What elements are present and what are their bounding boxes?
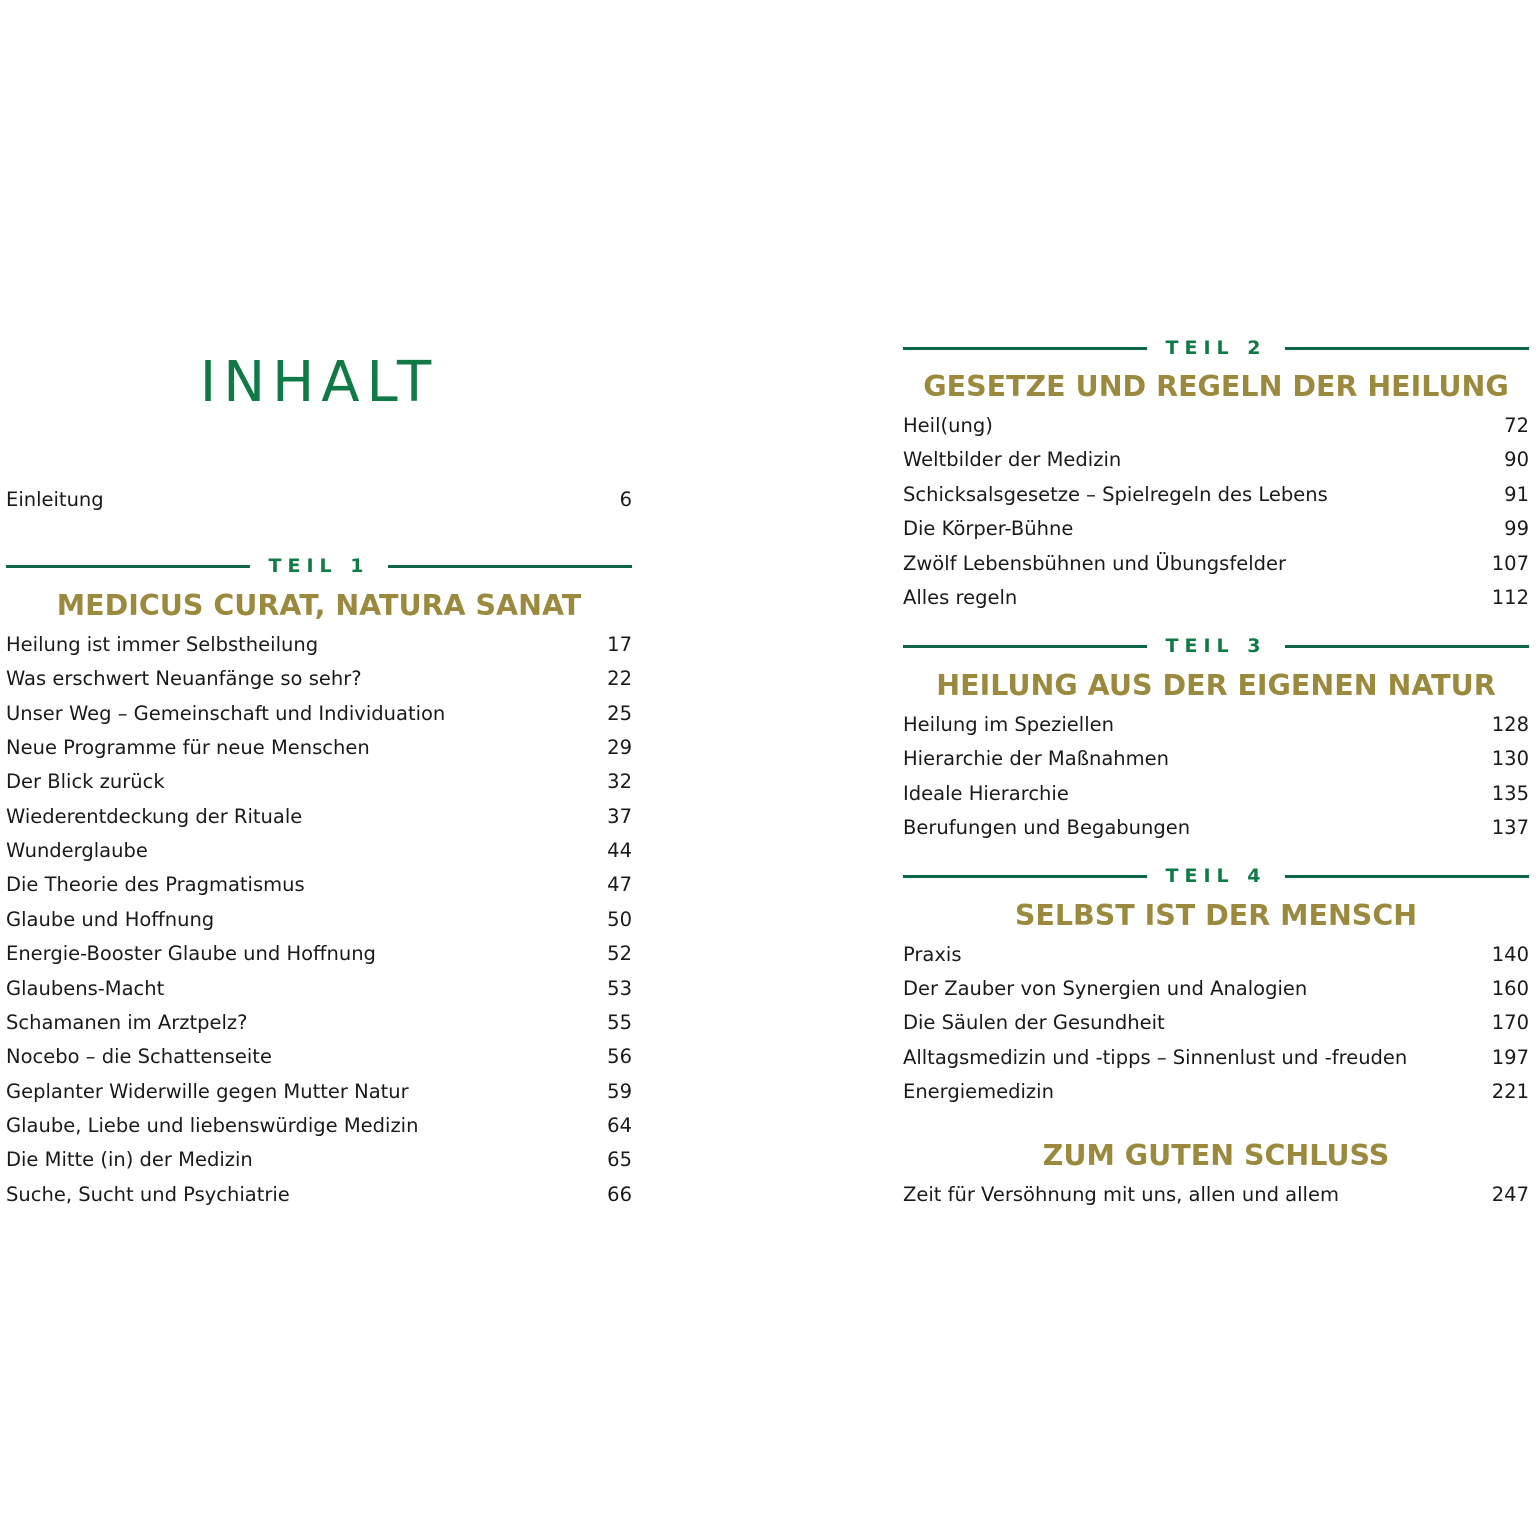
toc-entry[interactable] bbox=[6, 937, 632, 971]
toc-entry-page: 50 bbox=[607, 908, 632, 931]
toc-entry-page: 160 bbox=[1491, 977, 1529, 1000]
toc-entry-page: 135 bbox=[1491, 782, 1529, 805]
toc-entry[interactable] bbox=[903, 777, 1529, 811]
toc-entry-page: 56 bbox=[607, 1045, 632, 1068]
toc-entry-title: Schicksalsgesetze – Spielregeln des Lebens bbox=[903, 483, 1328, 506]
toc-entry-page: 91 bbox=[1504, 483, 1529, 506]
toc-left-column bbox=[6, 0, 632, 1538]
part-3-label: TEIL 3 bbox=[1165, 635, 1267, 657]
toc-entry[interactable] bbox=[903, 409, 1529, 443]
toc-entry-title: Heilung ist immer Selbstheilung bbox=[6, 633, 319, 656]
toc-entry-title: Berufungen und Begabungen bbox=[903, 816, 1191, 839]
toc-entry[interactable] bbox=[6, 868, 632, 902]
toc-entry-page: 247 bbox=[1491, 1183, 1529, 1206]
toc-entry-title: Zwölf Lebensbühnen und Übungsfelder bbox=[903, 552, 1287, 575]
toc-entry[interactable] bbox=[903, 443, 1529, 477]
divider-rule-right bbox=[1285, 645, 1529, 648]
part-3-heading: HEILUNG AUS DER EIGENEN NATUR bbox=[936, 669, 1496, 702]
toc-entry[interactable] bbox=[6, 1143, 632, 1177]
toc-entry-title: Wiederentdeckung der Rituale bbox=[6, 805, 303, 828]
divider-rule-left bbox=[903, 875, 1147, 878]
toc-entry-title: Alltagsmedizin und -tipps – Sinnenlust und -freuden bbox=[903, 1046, 1408, 1069]
toc-entry-title: Alles regeln bbox=[903, 586, 1018, 609]
toc-entry[interactable] bbox=[6, 628, 632, 662]
toc-entry-title: Energiemedizin bbox=[903, 1080, 1054, 1103]
closing-heading: ZUM GUTEN SCHLUSS bbox=[1042, 1139, 1390, 1172]
toc-entry-title: Was erschwert Neuanfänge so sehr? bbox=[6, 667, 362, 690]
toc-entry[interactable] bbox=[903, 1075, 1529, 1109]
part-4-heading: SELBST IST DER MENSCH bbox=[1014, 899, 1418, 932]
toc-entry[interactable] bbox=[903, 512, 1529, 546]
toc-entry[interactable] bbox=[6, 1178, 632, 1212]
toc-entry-title: Glaube, Liebe und liebenswürdige Medizin bbox=[6, 1114, 419, 1137]
toc-entry[interactable] bbox=[903, 581, 1529, 615]
toc-entry-title: Unser Weg – Gemeinschaft und Individuation bbox=[6, 702, 446, 725]
toc-entry-title: Heil(ung) bbox=[903, 414, 993, 437]
toc-entry-introduction[interactable] bbox=[6, 483, 632, 517]
divider-rule-right bbox=[1285, 347, 1529, 350]
toc-entry[interactable] bbox=[6, 972, 632, 1006]
toc-entry-title: Nocebo – die Schattenseite bbox=[6, 1045, 272, 1068]
toc-entry-page: 66 bbox=[607, 1183, 632, 1206]
toc-entry-page: 37 bbox=[607, 805, 632, 828]
part-3-divider bbox=[903, 630, 1529, 662]
toc-entry-title: Ideale Hierarchie bbox=[903, 782, 1069, 805]
toc-entry-title: Hierarchie der Maßnahmen bbox=[903, 747, 1169, 770]
toc-entry-title: Energie-Booster Glaube und Hoffnung bbox=[6, 942, 376, 965]
toc-entry[interactable] bbox=[6, 800, 632, 834]
toc-entry-title: Heilung im Speziellen bbox=[903, 713, 1114, 736]
toc-entry-page: 22 bbox=[607, 667, 632, 690]
toc-entry[interactable] bbox=[903, 708, 1529, 742]
part-1-divider bbox=[6, 550, 632, 582]
toc-entry-title: Weltbilder der Medizin bbox=[903, 448, 1122, 471]
toc-entry-title: Zeit für Versöhnung mit uns, allen und allem bbox=[903, 1183, 1339, 1206]
toc-entry-page: 25 bbox=[607, 702, 632, 725]
part-4-divider bbox=[903, 860, 1529, 892]
toc-entry-title: Wunderglaube bbox=[6, 839, 148, 862]
toc-entry[interactable] bbox=[6, 1040, 632, 1074]
toc-entry-page: 65 bbox=[607, 1148, 632, 1171]
toc-entry-page: 128 bbox=[1491, 713, 1529, 736]
part-1-label: TEIL 1 bbox=[268, 555, 370, 577]
toc-entry-page: 17 bbox=[607, 633, 632, 656]
toc-entry-page: 90 bbox=[1504, 448, 1529, 471]
toc-entry-page: 52 bbox=[607, 942, 632, 965]
toc-entry[interactable] bbox=[6, 1075, 632, 1109]
toc-entry[interactable] bbox=[6, 765, 632, 799]
toc-entry-page: 197 bbox=[1491, 1046, 1529, 1069]
toc-entry-title: Der Zauber von Synergien und Analogien bbox=[903, 977, 1308, 1000]
part-2-heading: GESETZE UND REGELN DER HEILUNG bbox=[923, 370, 1509, 403]
part-4-label: TEIL 4 bbox=[1165, 865, 1267, 887]
divider-rule-left bbox=[903, 347, 1147, 350]
toc-entry[interactable] bbox=[6, 1109, 632, 1143]
toc-entry-page: 112 bbox=[1491, 586, 1529, 609]
toc-entry-title: Die Theorie des Pragmatismus bbox=[6, 873, 305, 896]
toc-entry[interactable] bbox=[903, 1006, 1529, 1040]
toc-entry-page: 99 bbox=[1504, 517, 1529, 540]
toc-right-column bbox=[903, 0, 1529, 1538]
toc-entry-page: 44 bbox=[607, 839, 632, 862]
toc-entry[interactable] bbox=[903, 972, 1529, 1006]
toc-entry[interactable] bbox=[903, 811, 1529, 845]
toc-entry-title: Geplanter Widerwille gegen Mutter Natur bbox=[6, 1080, 409, 1103]
divider-rule-left bbox=[903, 645, 1147, 648]
toc-entry[interactable] bbox=[6, 903, 632, 937]
toc-entry-title: Suche, Sucht und Psychiatrie bbox=[6, 1183, 290, 1206]
toc-entry-title: Die Körper-Bühne bbox=[903, 517, 1074, 540]
toc-entry-page: 221 bbox=[1491, 1080, 1529, 1103]
toc-entry-page: 137 bbox=[1491, 816, 1529, 839]
divider-rule-right bbox=[1285, 875, 1529, 878]
toc-entry[interactable] bbox=[903, 478, 1529, 512]
toc-entry[interactable] bbox=[6, 1006, 632, 1040]
toc-entry-title: Der Blick zurück bbox=[6, 770, 165, 793]
toc-entry-page: 32 bbox=[607, 770, 632, 793]
page-title: INHALT bbox=[199, 350, 439, 415]
part-2-label: TEIL 2 bbox=[1165, 337, 1267, 359]
toc-entry[interactable] bbox=[903, 938, 1529, 972]
toc-entry-page: 6 bbox=[619, 488, 632, 511]
toc-entry-title: Einleitung bbox=[6, 488, 104, 511]
toc-entry-title: Glaubens-Macht bbox=[6, 977, 165, 1000]
toc-entry-title: Neue Programme für neue Menschen bbox=[6, 736, 370, 759]
toc-entry-page: 64 bbox=[607, 1114, 632, 1137]
toc-entry-page: 55 bbox=[607, 1011, 632, 1034]
toc-entry-title: Die Mitte (in) der Medizin bbox=[6, 1148, 253, 1171]
divider-rule-right bbox=[388, 565, 632, 568]
toc-entry-title: Praxis bbox=[903, 943, 962, 966]
toc-entry[interactable] bbox=[6, 662, 632, 696]
toc-entry[interactable] bbox=[6, 731, 632, 765]
toc-entry-page: 53 bbox=[607, 977, 632, 1000]
toc-entry-page: 107 bbox=[1491, 552, 1529, 575]
toc-entry-title: Glaube und Hoffnung bbox=[6, 908, 215, 931]
toc-entry[interactable] bbox=[6, 834, 632, 868]
toc-entry-page: 140 bbox=[1491, 943, 1529, 966]
toc-entry-title: Schamanen im Arztpelz? bbox=[6, 1011, 248, 1034]
toc-entry-page: 29 bbox=[607, 736, 632, 759]
toc-entry-page: 170 bbox=[1491, 1011, 1529, 1034]
toc-entry-page: 72 bbox=[1504, 414, 1529, 437]
toc-entry[interactable] bbox=[903, 1041, 1529, 1075]
toc-entry[interactable] bbox=[903, 742, 1529, 776]
toc-entry-page: 47 bbox=[607, 873, 632, 896]
toc-entry[interactable] bbox=[6, 697, 632, 731]
toc-entry-title: Die Säulen der Gesundheit bbox=[903, 1011, 1165, 1034]
divider-rule-left bbox=[6, 565, 250, 568]
toc-entry[interactable] bbox=[903, 1178, 1529, 1212]
part-2-divider bbox=[903, 332, 1529, 364]
toc-entry-page: 130 bbox=[1491, 747, 1529, 770]
toc-entry-page: 59 bbox=[607, 1080, 632, 1103]
part-1-heading: MEDICUS CURAT, NATURA SANAT bbox=[56, 589, 582, 622]
toc-entry[interactable] bbox=[903, 547, 1529, 581]
